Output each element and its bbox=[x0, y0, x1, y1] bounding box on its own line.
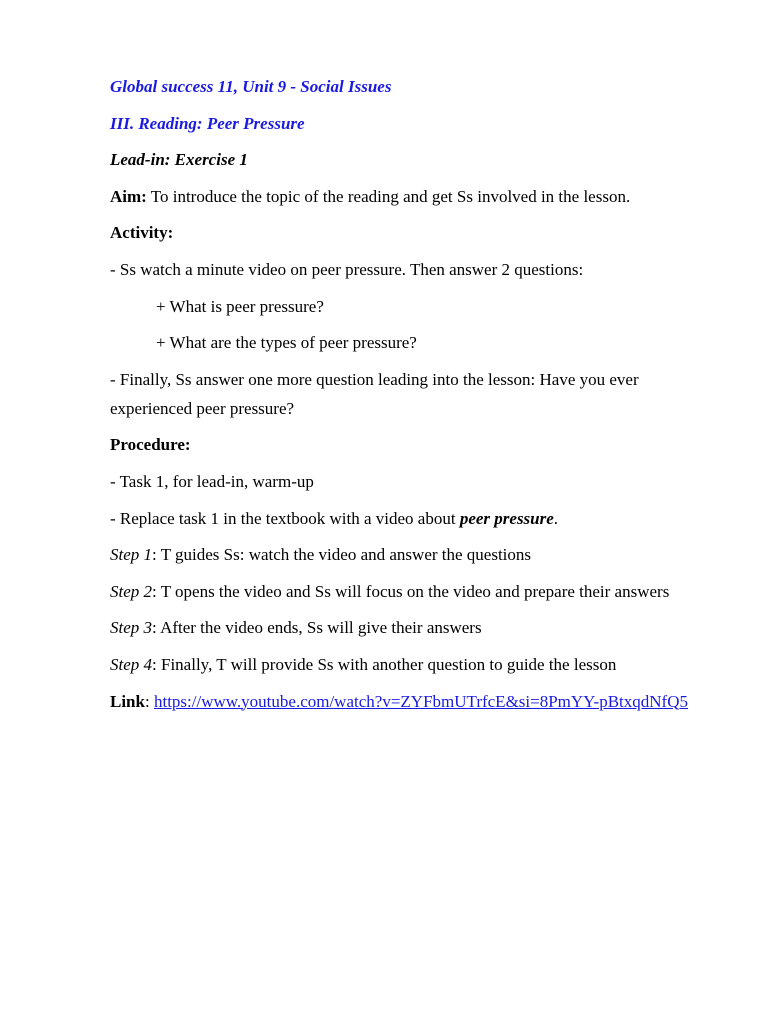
aim-paragraph bbox=[110, 182, 690, 211]
step-label: Step 2 bbox=[110, 581, 153, 601]
step-label: Step 1 bbox=[110, 545, 153, 565]
step-label: Step 4 bbox=[110, 654, 153, 674]
step-text: : After the video ends, Ss will give their answers bbox=[152, 618, 482, 638]
activity-label: Activity: bbox=[110, 223, 174, 243]
link-paragraph bbox=[110, 687, 690, 716]
step-label: Step 3 bbox=[110, 618, 153, 638]
activity-item: - Ss watch a minute video on peer pressure. Then answer 2 questions: bbox=[110, 259, 584, 279]
activity-subitem: + What is peer pressure? bbox=[156, 296, 324, 316]
aim-text: To introduce the topic of the reading and get Ss involved in the lesson. bbox=[146, 186, 631, 206]
step-paragraph bbox=[110, 540, 690, 569]
step-text: : T guides Ss: watch the video and answer the questions bbox=[152, 545, 532, 565]
link-label: Link bbox=[110, 691, 145, 711]
step-text: : T opens the video and Ss will focus on the video and prepare their answers bbox=[152, 581, 670, 601]
document-body bbox=[110, 72, 690, 723]
activity-item: - Finally, Ss answer one more question leading into the lesson: Have you ever experienced peer pressure? bbox=[110, 369, 639, 418]
replace-paragraph bbox=[110, 504, 690, 533]
exercise-title: Lead-in: Exercise 1 bbox=[110, 150, 248, 170]
step-paragraph bbox=[110, 650, 690, 679]
section-title: III. Reading: Peer Pressure bbox=[110, 113, 305, 133]
step-paragraph bbox=[110, 577, 690, 606]
replace-emphasis: peer pressure bbox=[459, 508, 554, 528]
step-paragraph bbox=[110, 613, 690, 642]
step-text: : Finally, T will provide Ss with another question to guide the lesson bbox=[152, 654, 617, 674]
procedure-task: - Task 1, for lead-in, warm-up bbox=[110, 471, 314, 491]
course-title: Global success 11, Unit 9 - Social Issues bbox=[110, 77, 392, 96]
video-link[interactable]: https://www.youtube.com/watch?v=ZYFbmUTrfcE&si=8PmYY-pBtxqdNfQ5 bbox=[153, 691, 688, 711]
replace-end: . bbox=[553, 508, 559, 528]
link-separator: : bbox=[144, 691, 154, 711]
aim-label: Aim: bbox=[110, 186, 147, 206]
replace-text: - Replace task 1 in the textbook with a video about bbox=[110, 508, 460, 528]
activity-subitem: + What are the types of peer pressure? bbox=[156, 333, 417, 353]
procedure-label: Procedure: bbox=[110, 435, 191, 455]
